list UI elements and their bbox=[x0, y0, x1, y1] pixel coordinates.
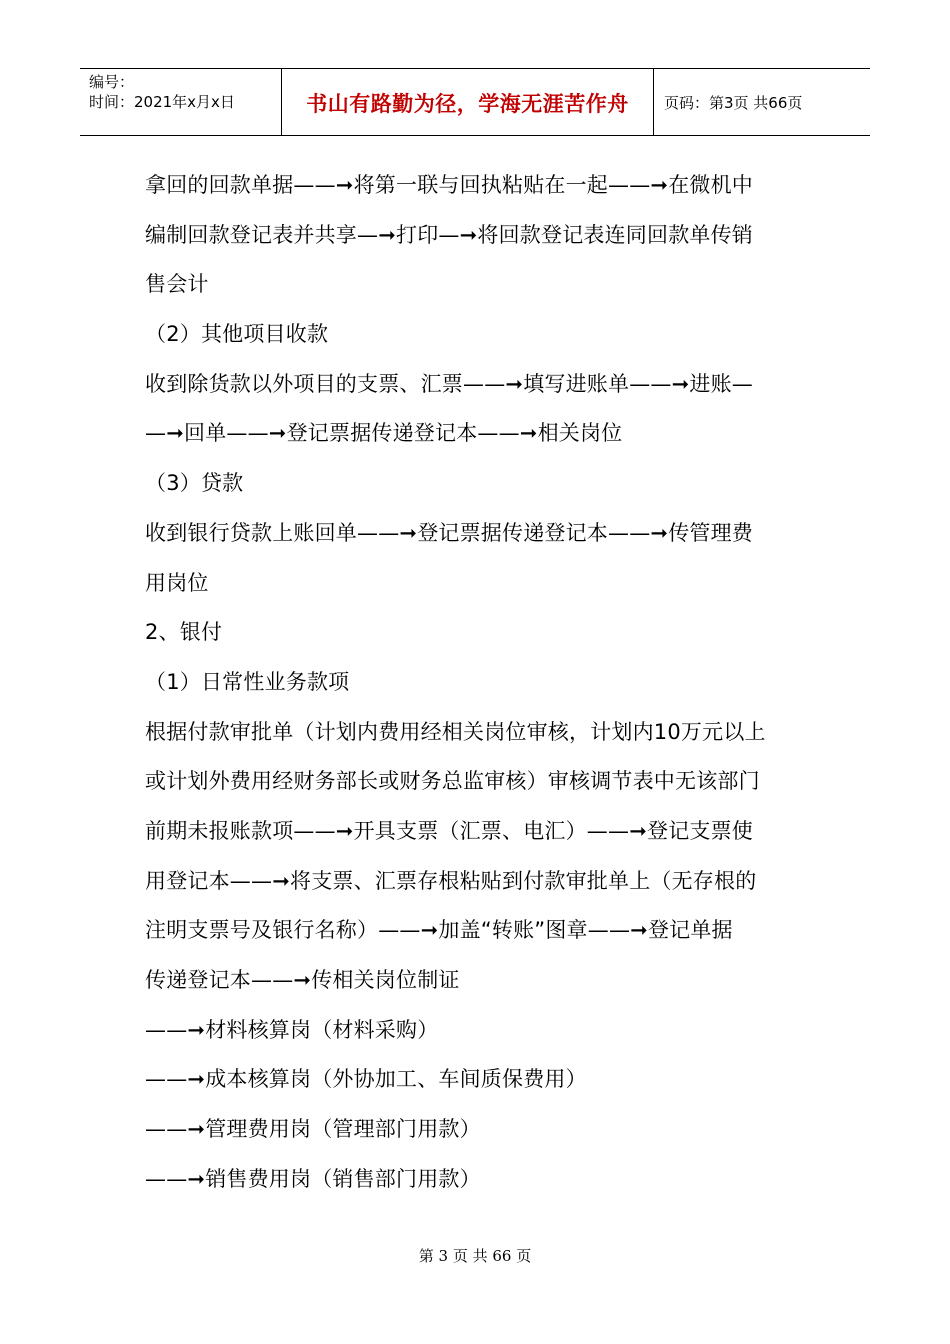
section-heading: （1）日常性业务款项 bbox=[145, 669, 350, 694]
section-heading: （3）贷款 bbox=[145, 471, 244, 496]
document-body bbox=[145, 162, 810, 1205]
header-right-cell bbox=[654, 69, 870, 135]
flow-item: ——➞成本核算岗（外协加工、车间质保费用） bbox=[145, 1067, 587, 1092]
header-left-cell bbox=[80, 69, 282, 135]
body-line: 拿回的回款单据——➞将第一联与回执粘贴在一起——➞在微机中 bbox=[145, 173, 753, 197]
body-line: 用登记本——➞将支票、汇票存根粘贴到付款审批单上（无存根的 bbox=[145, 868, 757, 893]
section-heading: （2）其他项目收款 bbox=[145, 322, 329, 347]
body-line: —➞回单——➞登记票据传递登记本——➞相关岗位 bbox=[145, 421, 623, 446]
body-line: 售会计 bbox=[145, 272, 209, 297]
section-heading: 2、银付 bbox=[145, 620, 223, 645]
body-line: 前期未报账款项——➞开具支票（汇票、电汇）——➞登记支票使 bbox=[145, 818, 753, 843]
header-middle-cell bbox=[282, 69, 654, 135]
body-line: 编制回款登记表并共享—➞打印—➞将回款登记表连同回款单传销 bbox=[145, 222, 753, 247]
body-line: 用岗位 bbox=[145, 570, 209, 595]
motto-text: 书山有路勤为径，学海无涯苦作舟 bbox=[306, 92, 629, 116]
body-line: 收到银行贷款上账回单——➞登记票据传递登记本——➞传管理费 bbox=[145, 520, 753, 545]
body-line: 收到除货款以外项目的支票、汇票——➞填写进账单——➞进账— bbox=[145, 371, 753, 396]
body-line: 或计划外费用经财务部长或财务总监审核）审核调节表中无该部门 bbox=[145, 769, 760, 794]
time-label: 时间：2021年x月x日 bbox=[89, 93, 235, 111]
flow-item: ——➞管理费用岗（管理部门用款） bbox=[145, 1117, 481, 1142]
body-line: 传递登记本——➞传相关岗位制证 bbox=[145, 968, 460, 992]
body-line: 注明支票号及银行名称）——➞加盖“转账”图章——➞登记单据 bbox=[145, 918, 733, 943]
document-header bbox=[80, 68, 870, 136]
body-line: 根据付款审批单（计划内费用经相关岗位审核，计划内10万元以上 bbox=[145, 719, 766, 744]
number-label: 编号： bbox=[89, 73, 135, 91]
flow-item: ——➞销售费用岗（销售部门用款） bbox=[145, 1166, 481, 1191]
page-footer: 第 3 页 共 66 页 bbox=[418, 1247, 532, 1265]
page-info: 页码：第3页 共66页 bbox=[664, 94, 803, 112]
flow-item: ——➞材料核算岗（材料采购） bbox=[145, 1017, 439, 1042]
